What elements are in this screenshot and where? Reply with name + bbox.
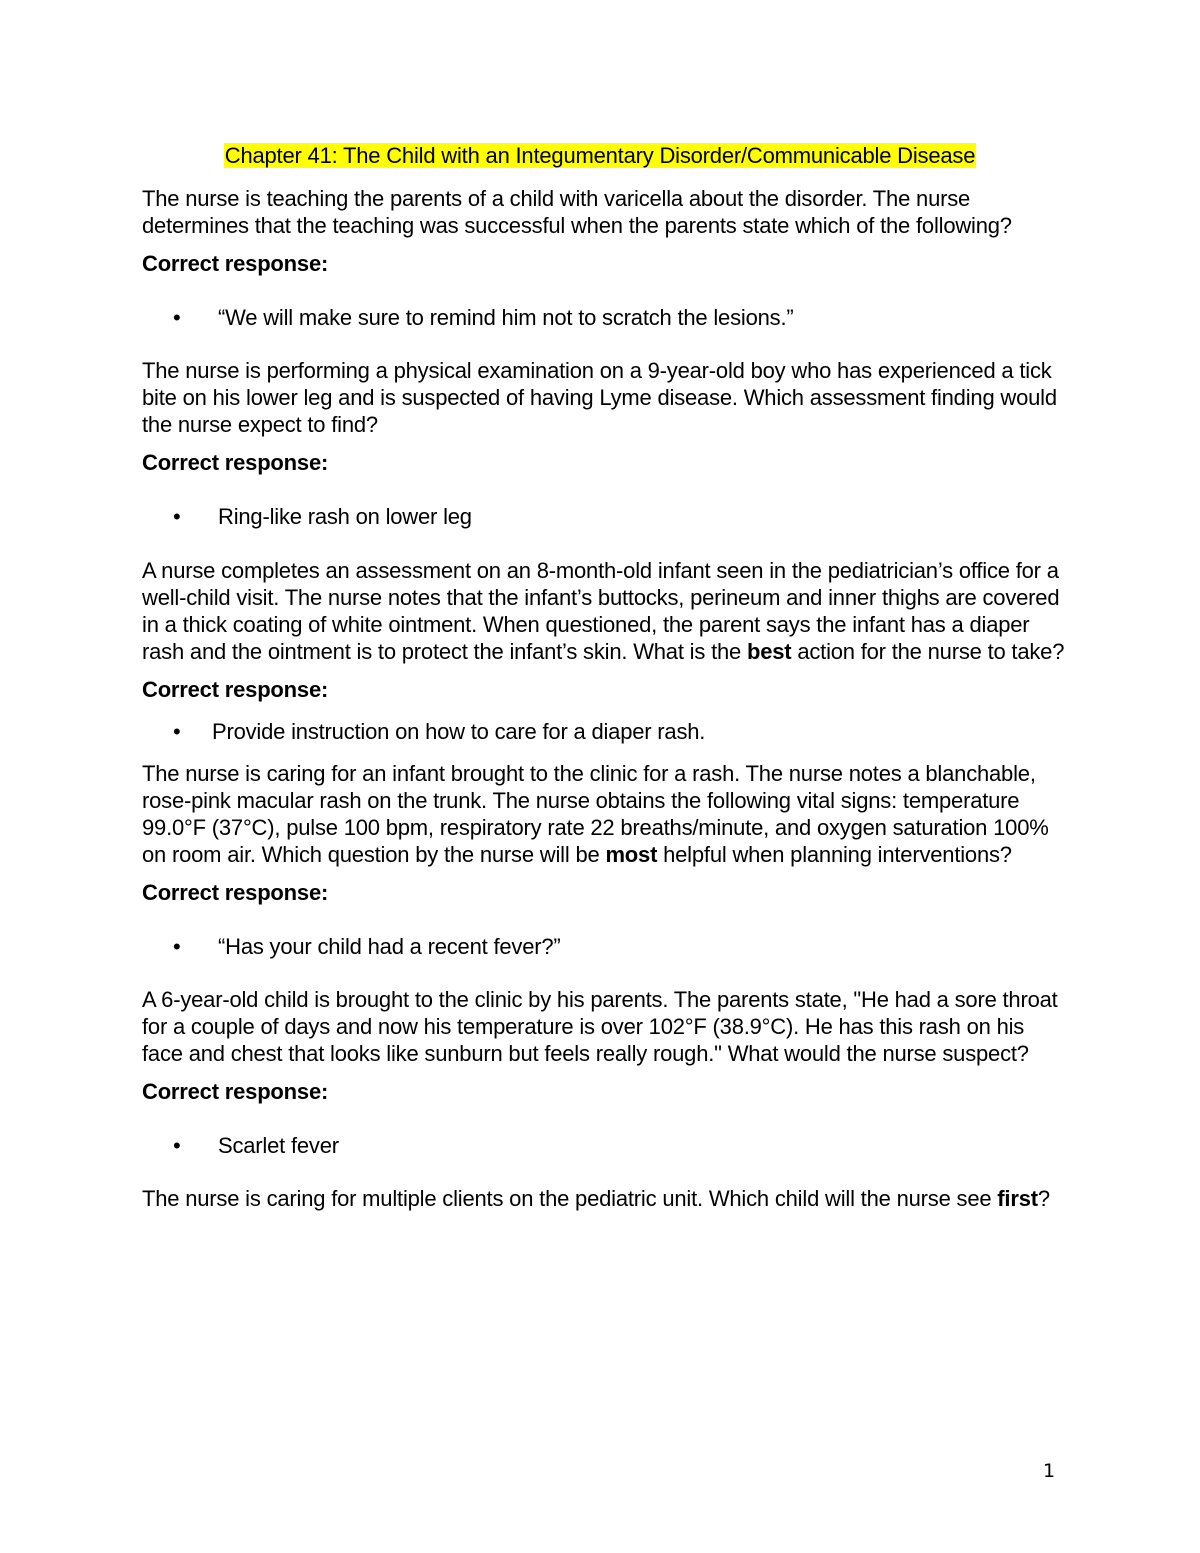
question-emphasis: first <box>997 1186 1038 1211</box>
correct-response-label: Correct response: <box>142 251 329 276</box>
chapter-title <box>0 142 1200 170</box>
answer-text: Ring-like rash on lower leg <box>218 504 472 529</box>
answer-1 <box>142 304 1067 331</box>
answer-4 <box>142 933 1067 960</box>
document-content <box>142 185 1067 1212</box>
question-3 <box>142 557 1067 665</box>
correct-response-label: Correct response: <box>142 1079 329 1104</box>
question-text: ? <box>1037 1186 1050 1211</box>
bullet-icon: • <box>173 1133 181 1158</box>
question-emphasis: most <box>605 842 658 867</box>
page-number: 1 <box>1043 1460 1056 1482</box>
question-5: A 6-year-old child is brought to the clinic by his parents. The parents state, "He had a sore throat for a couple of days and now his temperature is over 102°F (38.9°C). He has this rash on his face and chest that looks like sunburn but feels really rough." What would the nurse suspect? <box>142 987 1058 1066</box>
question-6 <box>142 1185 1067 1212</box>
question-text: The nurse is caring for an infant brought to the clinic for a rash. The nurse notes a blanchable, rose-pink macular rash on the trunk. The nurse obtains the following vital signs: temperature 99.0°F (37°C), pulse 100 bpm, respiratory rate 22 breaths/minute, and oxygen saturation 100% on room air. Which question by the nurse will be <box>142 761 1049 867</box>
correct-response-label: Correct response: <box>142 677 329 702</box>
question-emphasis: best <box>746 639 792 664</box>
correct-response-label: Correct response: <box>142 450 329 475</box>
chapter-title-highlight: Chapter 41: The Child with an Integumentary Disorder/Communicable Disease <box>224 143 976 168</box>
answer-3 <box>142 718 1067 745</box>
question-text: helpful when planning interventions? <box>657 842 1012 867</box>
question-text: A nurse completes an assessment on an 8-month-old infant seen in the pediatrician’s office for a well-child visit. The nurse notes that the infant’s buttocks, perineum and inner thighs are covered in a thick coating of white ointment. When questioned, the parent says the infant has a diaper rash and the ointment is to protect the infant’s skin. What is the <box>142 558 1060 664</box>
answer-2 <box>142 503 1067 530</box>
bullet-icon: • <box>173 305 181 330</box>
question-1: The nurse is teaching the parents of a child with varicella about the disorder. The nurse determines that the teaching was successful when the parents state which of the following? <box>142 186 1012 238</box>
bullet-icon: • <box>173 504 181 529</box>
answer-text: “Has your child had a recent fever?” <box>218 934 561 959</box>
question-text: action for the nurse to take? <box>791 639 1065 664</box>
question-2: The nurse is performing a physical examination on a 9-year-old boy who has experienced a tick bite on his lower leg and is suspected of having Lyme disease. Which assessment finding would the nurse expect to find? <box>142 358 1057 437</box>
answer-text: “We will make sure to remind him not to scratch the lesions.” <box>218 305 794 330</box>
answer-5 <box>142 1132 1067 1159</box>
question-4 <box>142 760 1067 868</box>
bullet-icon: • <box>173 719 181 744</box>
correct-response-label: Correct response: <box>142 880 329 905</box>
answer-text: Scarlet fever <box>218 1133 339 1158</box>
answer-text: Provide instruction on how to care for a diaper rash. <box>212 719 706 744</box>
bullet-icon: • <box>173 934 181 959</box>
question-text: The nurse is caring for multiple clients on the pediatric unit. Which child will the nurse see <box>142 1186 998 1211</box>
